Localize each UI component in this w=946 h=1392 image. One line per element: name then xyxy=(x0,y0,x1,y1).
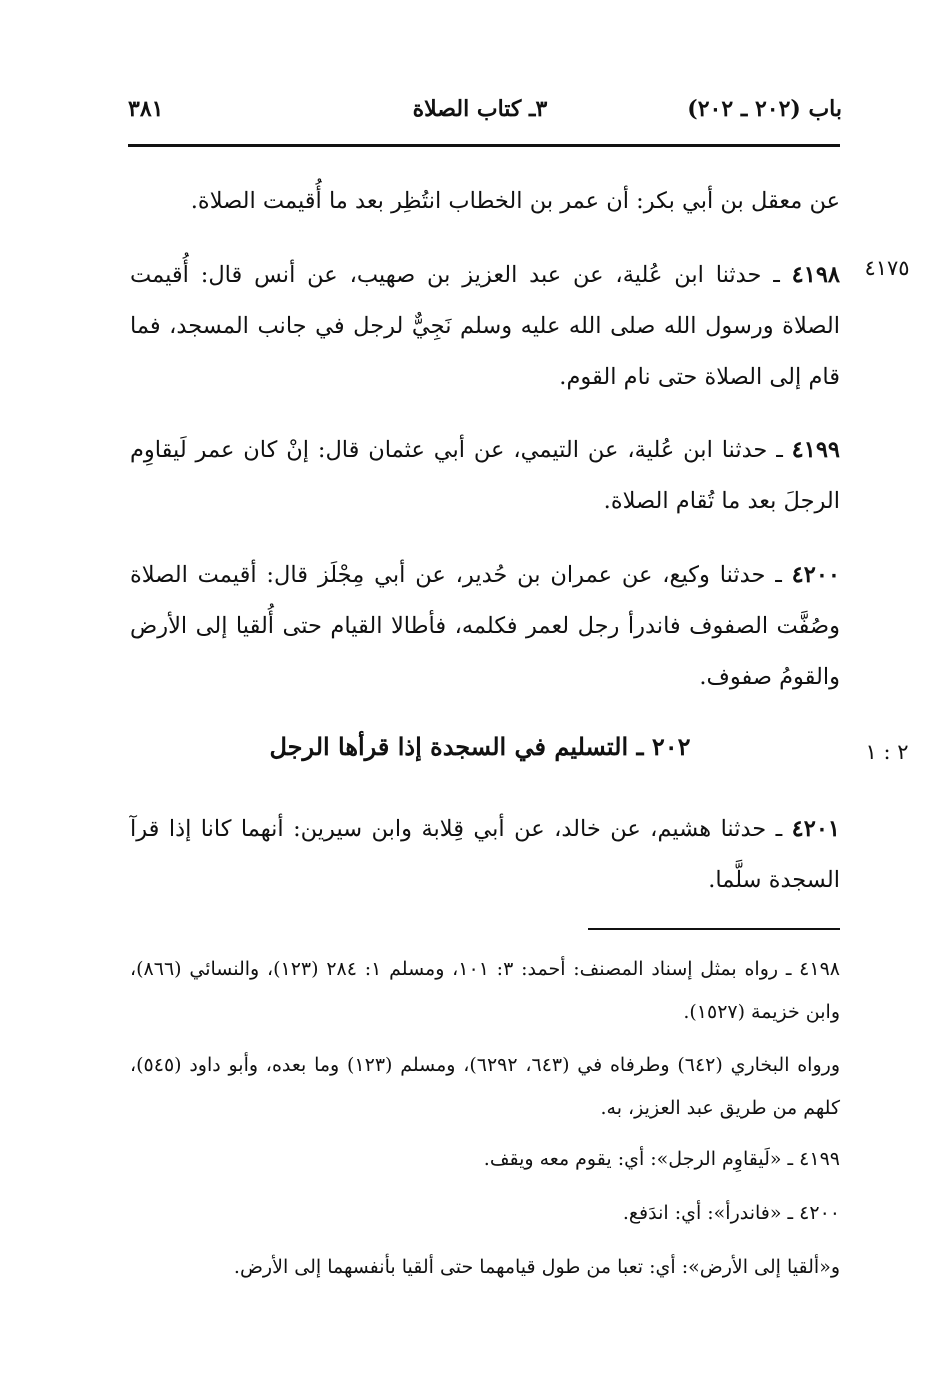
section-heading: ٢٠٢ ـ التسليم في السجدة إذا قرأها الرجل xyxy=(269,732,691,761)
book-title: ٣ـ كتاب الصلاة xyxy=(412,96,548,122)
footnote-4199: ٤١٩٩ ـ «لَيقاوِم الرجل»: أي: يقوم معه ويقف. xyxy=(483,1148,840,1170)
hadith-4199 xyxy=(130,425,840,527)
footnote-4200-more: و«ألقيا إلى الأرض»: أي: تعبا من طول قيامهما حتى ألقيا بأنفسهما إلى الأرض. xyxy=(233,1256,840,1278)
hadith-4201 xyxy=(130,804,840,906)
hadith-text: ـ حدثنا ابن عُلية، عن التيمي، عن أبي عثمان قال: إنْ كان عمر لَيقاوِم الرجلَ بعد ما تُقام الصلاة. xyxy=(130,437,840,514)
footnote-4198: ٤١٩٨ ـ رواه بمثل إسناد المصنف: أحمد: ٣: ١٠١، ومسلم ١: ٢٨٤ (١٢٣)، والنسائي (٨٦٦)، وابن خزيمة (١٥٢٧). xyxy=(130,958,840,1023)
hadith-4198 xyxy=(130,250,840,403)
hadith-text: ـ حدثنا ابن عُلية، عن عبد العزيز بن صهيب، عن أنس قال: أُقيمت الصلاة ورسول الله صلى الله عليه وسلم نَجِيٌّ لرجل في جانب المسجد، فما قام إلى الصلاة حتى نام القوم. xyxy=(130,262,840,390)
hadith-number: ٤٢٠٠ xyxy=(791,562,840,588)
chapter-label: باب (٢٠٢ ـ ٢٠٢) xyxy=(687,96,842,122)
hadith-number: ٤١٩٩ xyxy=(791,437,840,463)
header-rule xyxy=(128,144,840,147)
margin-ref-2-1: ٢ : ١ xyxy=(865,740,909,764)
hadith-4200 xyxy=(130,550,840,703)
footnote-4200: ٤٢٠٠ ـ «فاندرأ»: أي: اندَفع. xyxy=(622,1202,840,1224)
hadith-text: ـ حدثنا هشيم، عن خالد، عن أبي قِلابة وابن سيرين: أنهما كانا إذا قرآ السجدة سلَّما. xyxy=(130,816,840,893)
footnote-rule xyxy=(588,928,840,930)
margin-ref-4175: ٤١٧٥ xyxy=(864,256,910,280)
page-number: ٣٨١ xyxy=(128,96,164,122)
hadith-number: ٤١٩٨ xyxy=(791,262,840,288)
footnote-4198-more: ورواه البخاري (٦٤٢) وطرفاه في (٦٤٣، ٦٢٩٢)، ومسلم (١٢٣) وما بعده، وأبو داود (٥٤٥)، كلهم من طريق عبد العزيز، به. xyxy=(130,1054,840,1119)
hadith-text: ـ حدثنا وكيع، عن عمران بن حُدير، عن أبي مِجْلَز قال: أقيمت الصلاة وصُفَّت الصفوف فاندرأ رجل لعمر فكلمه، فأطالا القيام حتى أُلقيا إلى الأرض والقومُ صفوف. xyxy=(130,562,840,690)
hadith-number: ٤٢٠١ xyxy=(791,816,840,842)
intro-text: عن معقل بن أبي بكر: أن عمر بن الخطاب انتُظِر بعد ما أُقيمت الصلاة. xyxy=(190,188,840,214)
